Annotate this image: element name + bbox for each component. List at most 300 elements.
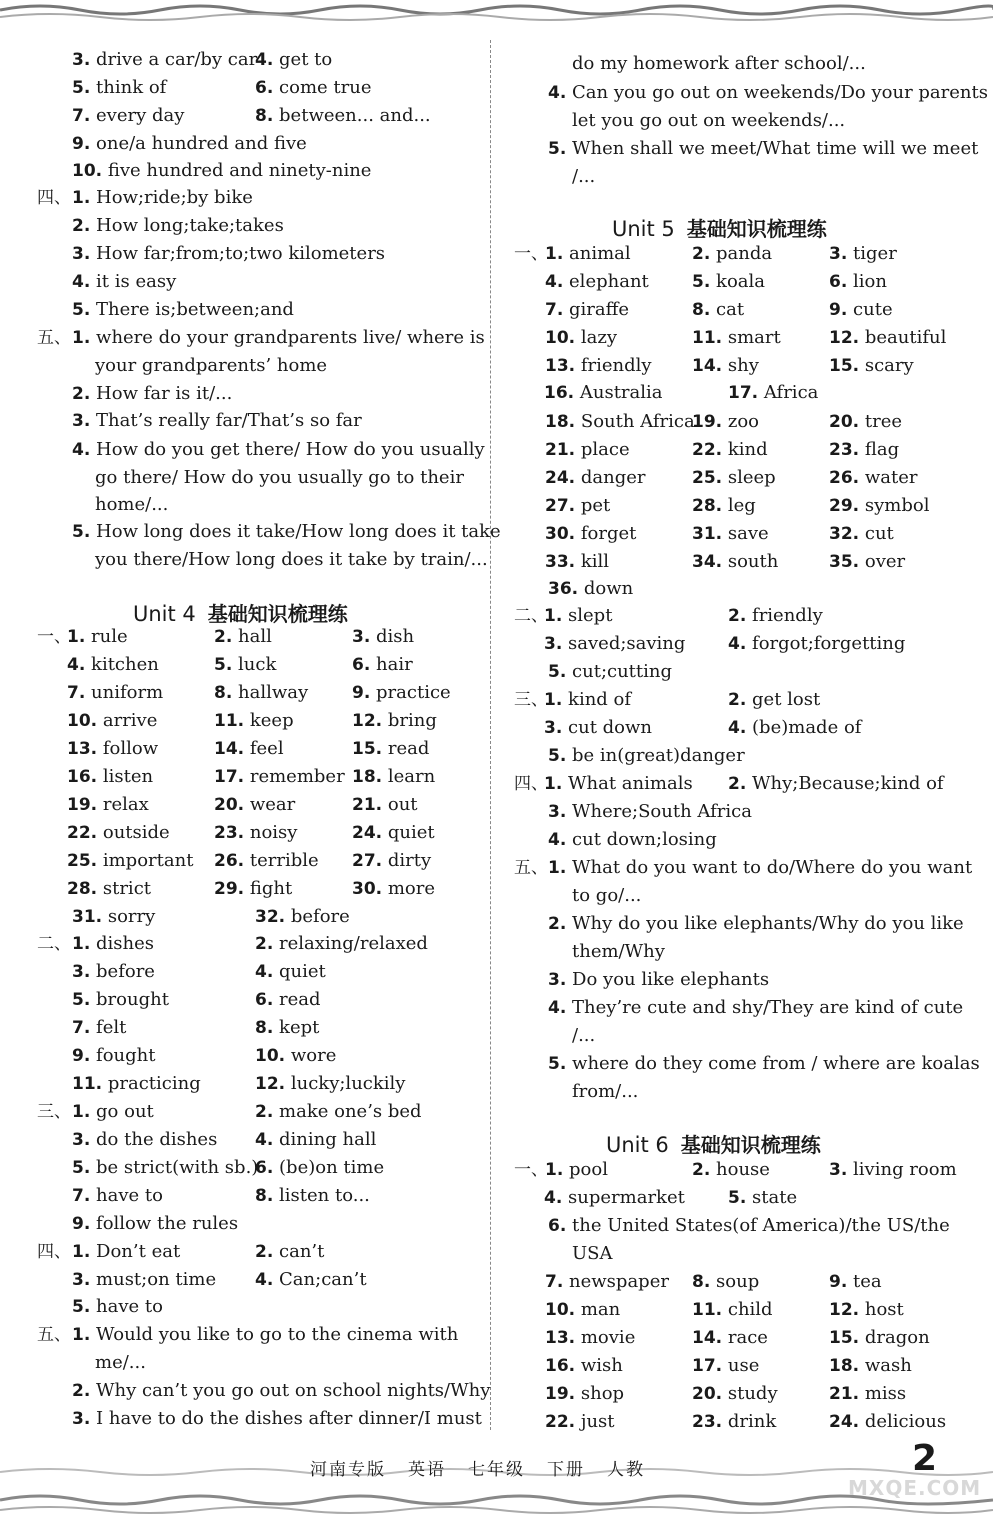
- answer-text: kept: [279, 1017, 320, 1038]
- answer-text: where do your grandparents live/ where is: [96, 327, 485, 348]
- footer-grade: 七年级: [468, 1460, 525, 1480]
- answer-text: practice: [376, 682, 451, 703]
- answer-item: [72, 1324, 458, 1346]
- answer-number: 1.: [545, 1160, 564, 1180]
- answer-item: [67, 822, 170, 844]
- answer-number: 3.: [72, 1130, 91, 1150]
- answer-number: 4.: [72, 272, 91, 292]
- answer-item: [544, 605, 612, 627]
- answer-item: [692, 1299, 773, 1321]
- answer-text: race: [727, 1327, 768, 1348]
- answer-number: 2.: [214, 627, 233, 647]
- answer-number: 4.: [255, 1130, 274, 1150]
- answer-number: 1.: [72, 188, 91, 208]
- answer-item: [545, 1383, 624, 1405]
- answer-item: [728, 717, 861, 739]
- answer-number: 4.: [544, 1188, 563, 1208]
- answer-text: more: [387, 878, 436, 899]
- answer-number: 9.: [72, 134, 91, 154]
- answer-item: [255, 77, 371, 99]
- answer-text: shop: [580, 1383, 625, 1404]
- answer-item: [545, 551, 609, 573]
- answer-text: They’re cute and shy/They are kind of cute: [572, 997, 964, 1018]
- answer-number: 4.: [255, 50, 274, 70]
- answer-number: 7.: [72, 1018, 91, 1038]
- answer-item: [692, 1411, 776, 1433]
- answer-number: 31.: [692, 524, 723, 544]
- answer-text: go there/ How do you usually go to their: [95, 467, 464, 488]
- answer-item: [572, 885, 641, 907]
- answer-text: felt: [96, 1017, 127, 1038]
- answer-text: Can;can’t: [279, 1269, 367, 1290]
- answer-number: 5.: [548, 662, 567, 682]
- answer-text: sleep: [727, 467, 776, 488]
- answer-text: USA: [572, 1243, 613, 1264]
- answer-text: soup: [716, 1271, 760, 1292]
- section-marker: 五、: [37, 328, 71, 348]
- answer-text: feel: [249, 738, 284, 759]
- answer-number: 2.: [255, 934, 274, 954]
- answer-number: 12.: [352, 711, 383, 731]
- answer-item: [255, 906, 350, 928]
- answer-text: terrible: [249, 850, 319, 871]
- answer-number: 6.: [548, 1216, 567, 1236]
- answer-text: fight: [249, 878, 293, 899]
- section-marker: 一、: [514, 244, 548, 264]
- answer-text: follow: [102, 738, 159, 759]
- answer-item: [829, 551, 905, 573]
- answer-item: [728, 605, 823, 627]
- answer-item: [72, 243, 385, 265]
- answer-text: zoo: [727, 411, 760, 432]
- answer-text: quiet: [387, 822, 435, 843]
- answer-number: 15.: [352, 739, 383, 759]
- answer-item: [67, 878, 151, 900]
- answer-number: 19.: [692, 412, 723, 432]
- answer-text: Where;South Africa: [572, 801, 752, 822]
- answer-item: [255, 49, 332, 71]
- answer-text: do my homework after school/...: [572, 53, 866, 74]
- answer-number: 1.: [545, 244, 564, 264]
- answer-number: 5.: [72, 1297, 91, 1317]
- answer-text: study: [727, 1383, 778, 1404]
- answer-number: 5.: [72, 300, 91, 320]
- answer-text: lucky;luckily: [290, 1073, 406, 1094]
- answer-number: 1.: [72, 1325, 91, 1345]
- answer-number: 36.: [548, 579, 579, 599]
- answer-item: [95, 549, 488, 571]
- answer-item: [545, 1355, 623, 1377]
- answer-text: fought: [96, 1045, 156, 1066]
- answer-item: [352, 794, 418, 816]
- answer-item: [255, 1017, 319, 1039]
- answer-item: [544, 382, 663, 404]
- answer-text: water: [864, 467, 918, 488]
- answer-text: let you go out on weekends/...: [572, 110, 846, 131]
- answer-number: 6.: [255, 78, 274, 98]
- answer-text: get lost: [752, 689, 821, 710]
- answer-item: [72, 1157, 258, 1179]
- answer-item: [214, 794, 295, 816]
- answer-text: I have to do the dishes after dinner/I must: [96, 1408, 482, 1429]
- answer-number: 3.: [72, 411, 91, 431]
- answer-item: [545, 467, 646, 489]
- answer-item: [352, 766, 435, 788]
- answer-text: strict: [102, 878, 152, 899]
- answer-number: 4.: [255, 962, 274, 982]
- answer-text: noisy: [249, 822, 298, 843]
- answer-number: 8.: [692, 1272, 711, 1292]
- answer-number: 1.: [72, 934, 91, 954]
- unit4-label: Unit 4: [133, 602, 196, 626]
- answer-item: [72, 1213, 238, 1235]
- answer-item: [728, 633, 905, 655]
- answer-text: tiger: [853, 243, 897, 264]
- answer-text: friendly: [580, 355, 652, 376]
- answer-text: hallway: [238, 682, 309, 703]
- answer-item: [72, 105, 184, 127]
- answer-text: have to: [96, 1296, 163, 1317]
- answer-text: hall: [238, 626, 272, 647]
- answer-number: 4.: [67, 655, 86, 675]
- answer-number: 3.: [352, 627, 371, 647]
- answer-item: [67, 654, 159, 676]
- footer-subject: 英语: [408, 1460, 446, 1480]
- answer-number: 24.: [352, 823, 383, 843]
- answer-text: kind: [727, 439, 768, 460]
- answer-item: [72, 1296, 163, 1318]
- answer-item: [572, 166, 595, 188]
- answer-number: 16.: [545, 1356, 576, 1376]
- unit6-title: 基础知识梳理练: [680, 1133, 821, 1157]
- answer-number: 12.: [829, 1300, 860, 1320]
- answer-text: tree: [864, 411, 903, 432]
- answer-text: Africa: [763, 382, 819, 403]
- answer-text: movie: [580, 1327, 636, 1348]
- answer-number: 31.: [72, 907, 103, 927]
- answer-text: Don’t eat: [96, 1241, 181, 1262]
- answer-item: [572, 1025, 595, 1047]
- answer-item: [72, 133, 307, 155]
- answer-number: 21.: [352, 795, 383, 815]
- answer-text: one/a hundred and five: [96, 133, 307, 154]
- answer-text: five hundred and ninety-nine: [107, 160, 372, 181]
- answer-item: [548, 138, 978, 160]
- answer-text: use: [727, 1355, 760, 1376]
- answer-text: me/...: [95, 1352, 146, 1373]
- answer-number: 22.: [692, 440, 723, 460]
- answer-text: out: [387, 794, 418, 815]
- answer-number: 5.: [728, 1188, 747, 1208]
- answer-item: [255, 105, 431, 127]
- answer-number: 30.: [352, 879, 383, 899]
- answer-text: kitchen: [91, 654, 159, 675]
- answer-item: [67, 710, 157, 732]
- answer-number: 26.: [214, 851, 245, 871]
- answer-number: 13.: [545, 1328, 576, 1348]
- answer-text: /...: [572, 166, 596, 187]
- answer-number: 33.: [545, 552, 576, 572]
- section-marker: 五、: [37, 1325, 71, 1345]
- answer-number: 11.: [692, 1300, 723, 1320]
- answer-text: between... and...: [279, 105, 431, 126]
- answer-number: 7.: [67, 683, 86, 703]
- section-marker: 五、: [514, 858, 548, 878]
- answer-number: 12.: [829, 328, 860, 348]
- answer-number: 13.: [67, 739, 98, 759]
- answer-text: read: [279, 989, 321, 1010]
- answer-text: make one’s bed: [279, 1101, 422, 1122]
- answer-item: [214, 878, 292, 900]
- answer-item: [548, 1215, 950, 1237]
- answer-text: newspaper: [569, 1271, 669, 1292]
- answer-item: [352, 682, 451, 704]
- answer-text: wish: [580, 1355, 623, 1376]
- answer-item: [255, 1101, 422, 1123]
- answer-number: 4.: [72, 440, 91, 460]
- answer-item: [352, 738, 429, 760]
- answer-text: shy: [727, 355, 759, 376]
- answer-text: cut;cutting: [572, 661, 673, 682]
- answer-text: kill: [580, 551, 610, 572]
- answer-number: 26.: [829, 468, 860, 488]
- answer-text: luck: [238, 654, 277, 675]
- answer-text: miss: [864, 1383, 907, 1404]
- answer-text: outside: [102, 822, 170, 843]
- answer-item: [572, 941, 665, 963]
- answer-number: 8.: [255, 1018, 274, 1038]
- answer-number: 19.: [545, 1384, 576, 1404]
- answer-number: 3.: [72, 244, 91, 264]
- answer-item: [72, 1073, 201, 1095]
- answer-text: Why;Because;kind of: [752, 773, 944, 794]
- answer-item: [255, 961, 326, 983]
- answer-text: to go/...: [572, 885, 642, 906]
- answer-number: 5.: [72, 1158, 91, 1178]
- answer-item: [692, 439, 768, 461]
- answer-number: 2.: [728, 690, 747, 710]
- answer-number: 6.: [255, 1158, 274, 1178]
- answer-text: lion: [853, 271, 887, 292]
- answer-number: 24.: [545, 468, 576, 488]
- answer-item: [692, 467, 776, 489]
- answer-text: How far;from;to;two kilometers: [96, 243, 386, 264]
- answer-item: [72, 1017, 126, 1039]
- answer-text: giraffe: [569, 299, 630, 320]
- answer-text: Why can’t you go out on school nights/Why: [96, 1380, 491, 1401]
- answer-number: 6.: [255, 990, 274, 1010]
- answer-text: practicing: [107, 1073, 201, 1094]
- answer-text: the United States(of America)/the US/the: [572, 1215, 950, 1236]
- answer-number: 34.: [692, 552, 723, 572]
- answer-number: 23.: [214, 823, 245, 843]
- answer-item: [67, 794, 149, 816]
- answer-number: 3.: [72, 1409, 91, 1429]
- answer-text: Would you like to go to the cinema with: [96, 1324, 459, 1345]
- answer-text: get to: [279, 49, 333, 70]
- answer-number: 32.: [255, 907, 286, 927]
- answer-item: [829, 1355, 912, 1377]
- answer-item: [544, 1187, 685, 1209]
- answer-text: state: [752, 1187, 798, 1208]
- answer-text: animal: [569, 243, 631, 264]
- answer-item: [214, 682, 308, 704]
- answer-number: 4.: [728, 634, 747, 654]
- answer-text: uniform: [91, 682, 164, 703]
- answer-text: come true: [279, 77, 372, 98]
- answer-text: cut down: [568, 717, 653, 738]
- answer-item: [72, 160, 371, 182]
- answer-text: South Africa: [580, 411, 695, 432]
- answer-text: over: [864, 551, 906, 572]
- answer-item: [829, 495, 929, 517]
- answer-item: [692, 1355, 759, 1377]
- answer-number: 7.: [72, 1186, 91, 1206]
- answer-text: delicious: [864, 1411, 947, 1432]
- answer-text: remember: [249, 766, 345, 787]
- section-marker: 四、: [37, 1242, 71, 1262]
- answer-text: read: [387, 738, 430, 759]
- answer-number: 27.: [545, 496, 576, 516]
- answer-number: 2.: [255, 1102, 274, 1122]
- answer-item: [728, 689, 820, 711]
- answer-number: 27.: [352, 851, 383, 871]
- answer-text: listen to...: [279, 1185, 370, 1206]
- answer-text: listen: [102, 766, 154, 787]
- answer-item: [572, 1243, 613, 1265]
- answer-item: [72, 299, 294, 321]
- answer-number: 5.: [692, 272, 711, 292]
- answer-text: be strict(with sb.): [96, 1157, 259, 1178]
- answer-item: [545, 1299, 620, 1321]
- answer-text: rule: [91, 626, 128, 647]
- answer-item: [545, 299, 629, 321]
- section-marker: 一、: [514, 1160, 548, 1180]
- unit5-heading: [612, 213, 827, 242]
- answer-text: house: [716, 1159, 770, 1180]
- answer-text: How do you get there/ How do you usually: [96, 439, 485, 460]
- answer-number: 14.: [692, 1328, 723, 1348]
- unit4-title: 基础知识梳理练: [207, 602, 348, 626]
- answer-number: 3.: [829, 244, 848, 264]
- answer-text: sorry: [107, 906, 156, 927]
- answer-text: where do they come from / where are koalas: [572, 1053, 980, 1074]
- answer-text: save: [727, 523, 769, 544]
- answer-text: before: [96, 961, 155, 982]
- answer-number: 5.: [548, 1054, 567, 1074]
- answer-item: [572, 110, 845, 132]
- answer-text: every day: [96, 105, 185, 126]
- answer-text: them/Why: [572, 941, 665, 962]
- answer-item: [692, 523, 769, 545]
- answer-number: 12.: [255, 1074, 286, 1094]
- answer-item: [544, 689, 631, 711]
- answer-item: [72, 1380, 490, 1402]
- answer-item: [545, 271, 649, 293]
- answer-number: 9.: [829, 1272, 848, 1292]
- answer-number: 35.: [829, 552, 860, 572]
- answer-item: [692, 495, 756, 517]
- answer-item: [72, 989, 169, 1011]
- answer-item: [545, 411, 695, 433]
- answer-text: dragon: [864, 1327, 930, 1348]
- answer-text: (be)on time: [279, 1157, 385, 1178]
- answer-number: 2.: [548, 914, 567, 934]
- answer-item: [255, 1129, 376, 1151]
- answer-text: down: [583, 578, 634, 599]
- answer-item: [545, 495, 610, 517]
- answer-text: tea: [853, 1271, 882, 1292]
- footer-volume: 下册: [547, 1460, 585, 1480]
- footer-edition: 河南专版: [310, 1460, 386, 1480]
- answer-item: [72, 1101, 154, 1123]
- answer-number: 2.: [72, 1381, 91, 1401]
- answer-text: pool: [569, 1159, 608, 1180]
- answer-text: can’t: [279, 1241, 325, 1262]
- answer-item: [352, 878, 435, 900]
- answer-number: 8.: [214, 683, 233, 703]
- footer-publisher: 人教: [607, 1460, 645, 1480]
- answer-item: [728, 382, 818, 404]
- answer-number: 3.: [544, 634, 563, 654]
- answer-number: 20.: [692, 1384, 723, 1404]
- answer-number: 9.: [352, 683, 371, 703]
- answer-item: [829, 1299, 904, 1321]
- watermark-logo: MXQE.COM: [848, 1476, 982, 1500]
- answer-item: [95, 1352, 146, 1374]
- answer-text: scary: [864, 355, 914, 376]
- answer-item: [545, 1159, 608, 1181]
- answer-item: [72, 410, 362, 432]
- answer-item: [692, 271, 765, 293]
- answer-number: 21.: [829, 1384, 860, 1404]
- answer-number: 3.: [544, 718, 563, 738]
- answer-item: [728, 1187, 797, 1209]
- answer-text: have to: [96, 1185, 163, 1206]
- answer-number: 22.: [545, 1412, 576, 1432]
- answer-item: [829, 467, 918, 489]
- answer-item: [548, 829, 717, 851]
- answer-item: [829, 523, 894, 545]
- answer-text: drink: [727, 1411, 777, 1432]
- answer-item: [352, 822, 435, 844]
- answer-item: [214, 766, 345, 788]
- answer-number: 5.: [548, 746, 567, 766]
- answer-text: dishes: [96, 933, 155, 954]
- answer-item: [214, 822, 297, 844]
- answer-number: 3.: [548, 802, 567, 822]
- section-marker: 三、: [514, 690, 548, 710]
- answer-number: 18.: [352, 767, 383, 787]
- answer-text: flag: [864, 439, 900, 460]
- answer-text: smart: [727, 327, 781, 348]
- answer-number: 7.: [545, 1272, 564, 1292]
- header-decoration: [0, 0, 993, 26]
- answer-item: [67, 682, 163, 704]
- answer-item: [829, 1411, 946, 1433]
- answer-number: 5.: [72, 990, 91, 1010]
- answer-text: forget: [580, 523, 637, 544]
- answer-item: [72, 77, 166, 99]
- answer-item: [545, 327, 617, 349]
- answer-item: [72, 383, 232, 405]
- answer-text: quiet: [279, 961, 326, 982]
- answer-text: be in(great)danger: [572, 745, 745, 766]
- answer-number: 20.: [829, 412, 860, 432]
- answer-text: How far is it/...: [96, 383, 233, 404]
- answer-number: 2.: [728, 606, 747, 626]
- answer-number: 32.: [829, 524, 860, 544]
